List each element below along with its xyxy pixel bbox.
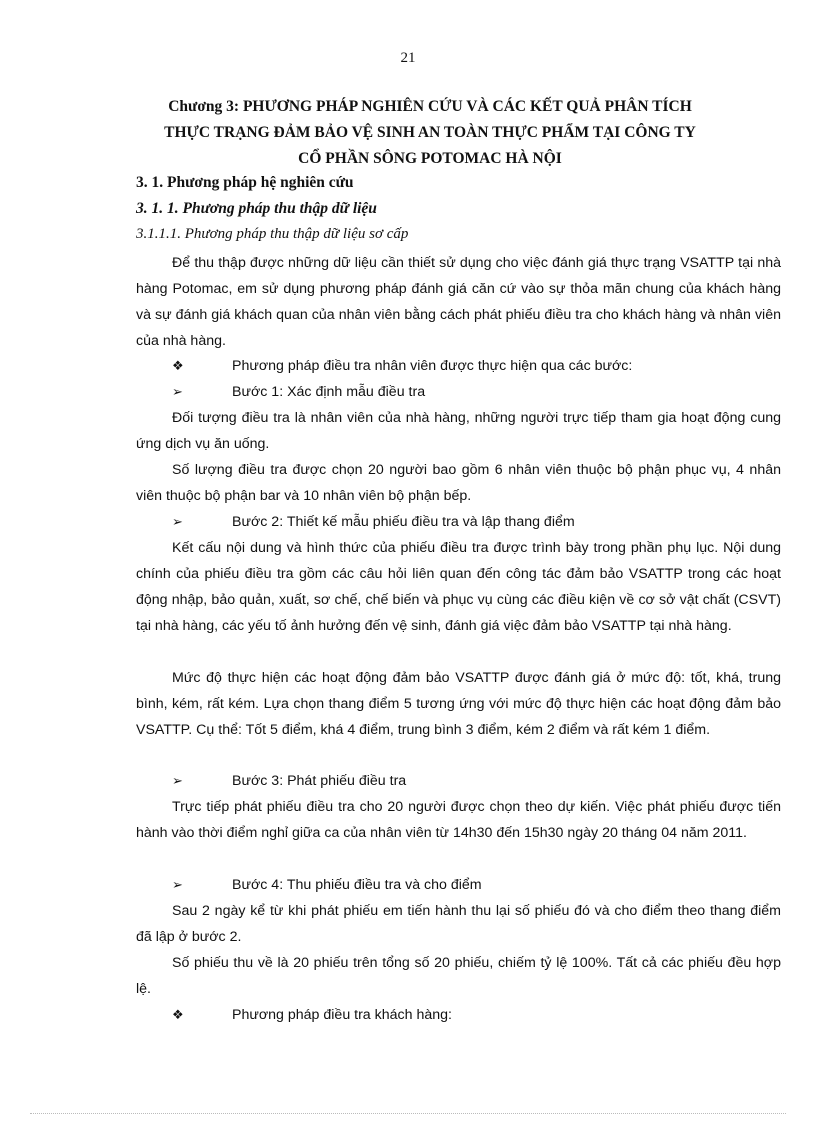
step-text: Bước 1: Xác định mẫu điều tra bbox=[232, 384, 426, 400]
footer-divider bbox=[30, 1113, 786, 1114]
arrow-bullet-icon: ➢ bbox=[172, 515, 183, 530]
paragraph-distribution: Trực tiếp phát phiếu điều tra cho 20 người được chọn theo dự kiến. Việc phát phiếu được tiến hành vào thời điểm nghỉ giữa ca của nhân viên từ 14h30 đến 15h30 ngày 20 tháng 04 năm 2011. bbox=[136, 799, 781, 841]
bullet-staff-survey bbox=[172, 353, 782, 380]
diamond-bullet-icon: ❖ bbox=[172, 359, 184, 374]
bullet-customer-survey bbox=[172, 1002, 782, 1029]
paragraph-survey-count: Số lượng điều tra được chọn 20 người bao gồm 6 nhân viên thuộc bộ phận phục vụ, 4 nhân viên thuộc bộ phận bar và 10 nhân viên bộ phận bếp. bbox=[136, 462, 781, 504]
step-2 bbox=[172, 509, 782, 536]
paragraph-rating-scale: Mức độ thực hiện các hoạt động đảm bảo VSATTP được đánh giá ở mức độ: tốt, khá, trung bình, kém, rất kém. Lựa chọn thang điểm 5 tương ứng với mức độ thực hiện các hoạt động đảm bảo VSATTP. Cụ thể: Tốt 5 điểm, khá 4 điểm, trung bình 3 điểm, kém 2 điểm và rất kém 1 điểm. bbox=[136, 670, 781, 738]
chapter-title bbox=[120, 94, 740, 172]
paragraph-survey-subjects: Đối tượng điều tra là nhân viên của nhà hàng, những người trực tiếp tham gia hoạt động cung ứng dịch vụ ăn uống. bbox=[136, 410, 781, 452]
step-1 bbox=[172, 379, 782, 406]
section-heading-3-1-1-1: 3.1.1.1. Phương pháp thu thập dữ liệu sơ cấp bbox=[136, 226, 409, 242]
paragraph-results: Số phiếu thu về là 20 phiếu trên tổng số 20 phiếu, chiếm tỷ lệ 100%. Tất cả các phiếu đều hợp lệ. bbox=[136, 955, 781, 997]
page-number: 21 bbox=[400, 50, 416, 66]
section-heading-3-1: 3. 1. Phương pháp hệ nghiên cứu bbox=[136, 174, 354, 191]
step-3 bbox=[172, 768, 782, 795]
paragraph-questionnaire-structure: Kết cấu nội dung và hình thức của phiếu điều tra được trình bày trong phần phụ lục. Nội dung chính của phiếu điều tra gồm các câu hỏi liên quan đến công tác đảm bảo VSATTP trong các hoạt động nhập, bảo quản, xuất, sơ chế, chế biến và phục vụ cùng các điều kiện về cơ sở vật chất (CSVT) tại nhà hàng, các yếu tố ảnh hưởng đến vệ sinh, đánh giá việc đảm bảo VSATTP tại nhà hàng. bbox=[136, 540, 781, 634]
arrow-bullet-icon: ➢ bbox=[172, 878, 183, 893]
chapter-title-line-2: THỰC TRẠNG ĐẢM BẢO VỆ SINH AN TOÀN THỰC PHẨM TẠI CÔNG TY bbox=[164, 124, 696, 141]
step-text: Bước 3: Phát phiếu điều tra bbox=[232, 773, 407, 789]
bullet-text: Phương pháp điều tra khách hàng: bbox=[232, 1007, 452, 1023]
chapter-title-line-3: CỔ PHẦN SÔNG POTOMAC HÀ NỘI bbox=[298, 150, 562, 167]
arrow-bullet-icon: ➢ bbox=[172, 774, 183, 789]
step-4 bbox=[172, 872, 782, 899]
bullet-text: Phương pháp điều tra nhân viên được thực hiện qua các bước: bbox=[232, 358, 633, 374]
chapter-title-line-1: Chương 3: PHƯƠNG PHÁP NGHIÊN CỨU VÀ CÁC KẾT QUẢ PHÂN TÍCH bbox=[168, 98, 692, 115]
arrow-bullet-icon: ➢ bbox=[172, 385, 183, 400]
section-heading-3-1-1: 3. 1. 1. Phương pháp thu thập dữ liệu bbox=[136, 200, 377, 217]
paragraph-intro: Để thu thập được những dữ liệu cần thiết sử dụng cho việc đánh giá thực trạng VSATTP tại nhà hàng Potomac, em sử dụng phương pháp đánh giá căn cứ vào sự thỏa mãn chung của khách hàng và sự đánh giá khách quan của nhân viên bằng cách phát phiếu điều tra cho khách hàng và nhân viên của nhà hàng. bbox=[136, 255, 781, 349]
paragraph-collection: Sau 2 ngày kể từ khi phát phiếu em tiến hành thu lại số phiếu đó và cho điểm theo thang điểm đã lập ở bước 2. bbox=[136, 903, 781, 945]
step-text: Bước 4: Thu phiếu điều tra và cho điểm bbox=[232, 877, 482, 893]
diamond-bullet-icon: ❖ bbox=[172, 1008, 184, 1023]
step-text: Bước 2: Thiết kế mẫu phiếu điều tra và lập thang điểm bbox=[232, 514, 575, 530]
